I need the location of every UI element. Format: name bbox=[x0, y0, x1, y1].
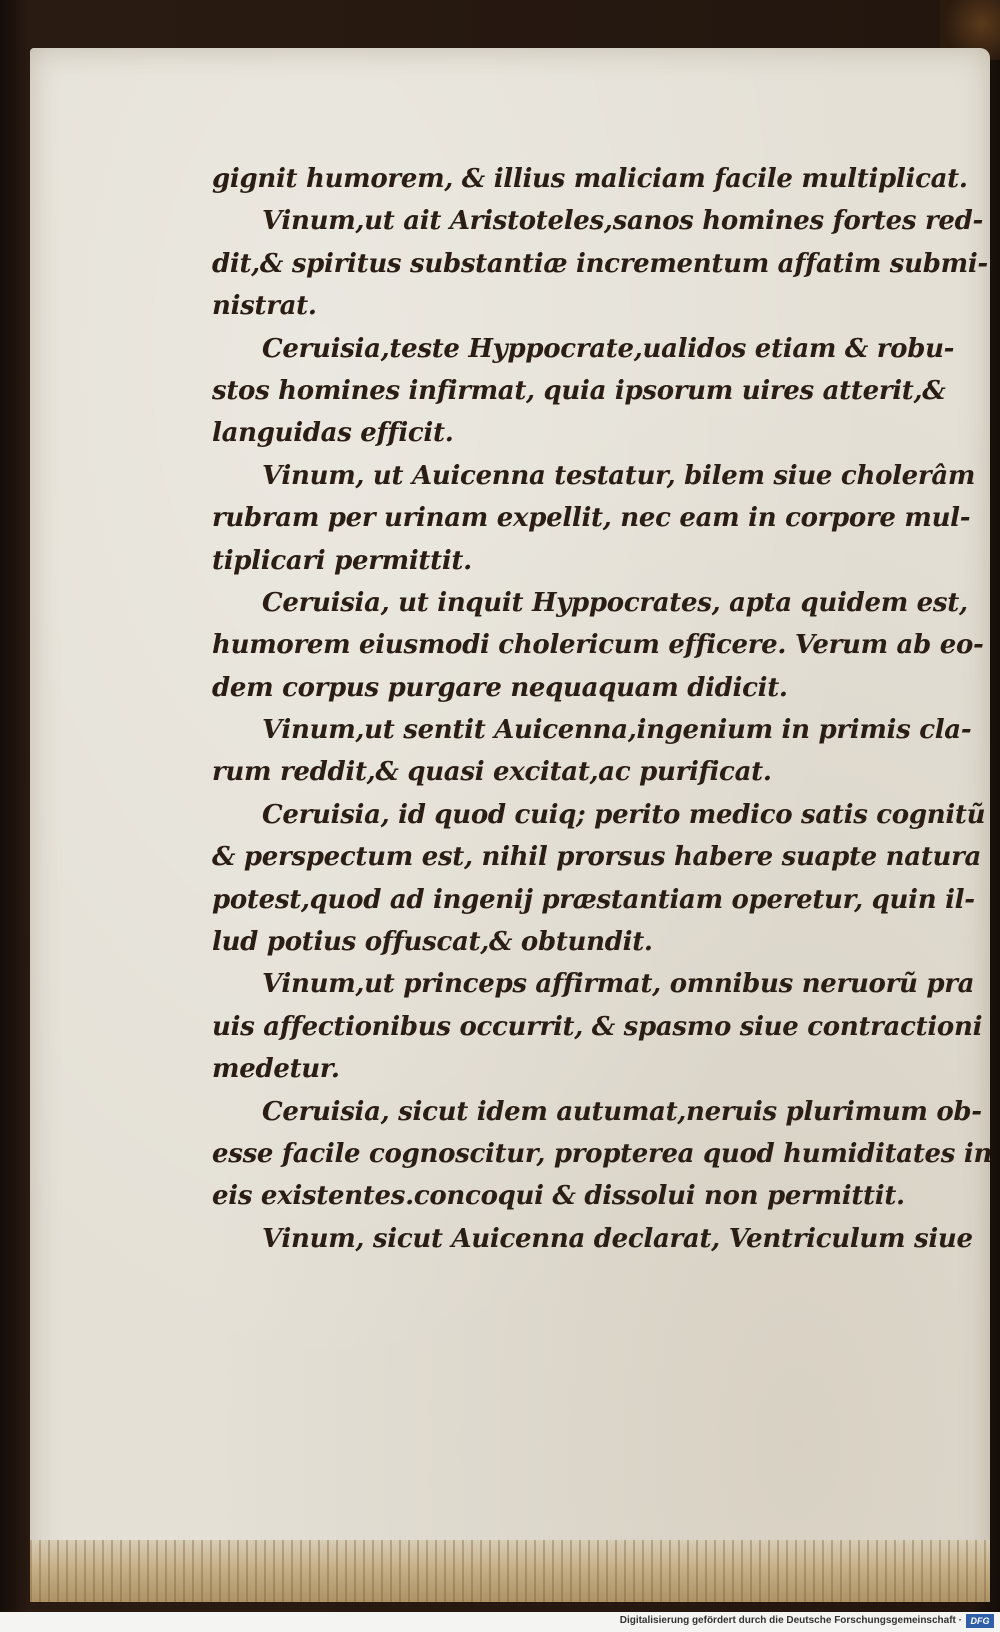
text-line: humorem eiusmodi cholericum efficere. Verum ab eo- bbox=[212, 630, 984, 661]
text-line: Vinum,ut ait Aristoteles,sanos homines fortes red- bbox=[262, 206, 983, 237]
text-line: potest,quod ad ingenij præstantiam operetur, quin il- bbox=[212, 884, 975, 915]
text-line: languidas efficit. bbox=[212, 418, 454, 449]
text-line: stos homines infirmat, quia ipsorum uires atterit,& bbox=[212, 375, 946, 406]
text-line: Ceruisia, ut inquit Hyppocrates, apta quidem est, bbox=[262, 587, 968, 618]
text-line: rubram per urinam expellit, nec eam in corpore mul- bbox=[212, 503, 971, 534]
text-line: esse facile cognoscitur, propterea quod humiditates in bbox=[212, 1138, 993, 1169]
text-line: lud potius offuscat,& obtundit. bbox=[212, 927, 653, 958]
page-edge bbox=[30, 1540, 990, 1602]
text-line: rum reddit,& quasi excitat,ac purificat. bbox=[212, 757, 772, 788]
text-line: uis affectionibus occurrit, & spasmo siue contractioni bbox=[212, 1011, 983, 1042]
text-line: Ceruisia, id quod cuiq; perito medico satis cognitũ bbox=[262, 799, 986, 830]
dfg-logo: DFG bbox=[966, 1614, 994, 1628]
text-line: tiplicari permittit. bbox=[212, 545, 472, 576]
text-line: eis existentes.concoqui & dissolui non permittit. bbox=[212, 1181, 905, 1212]
text-line: nistrat. bbox=[212, 291, 317, 322]
text-line: gignit humorem, & illius maliciam facile multiplicat. bbox=[212, 164, 968, 194]
text-line: dit,& spiritus substantiæ incrementum affatim submi- bbox=[212, 248, 988, 279]
text-line: Vinum,ut princeps affirmat, omnibus neruorũ pra bbox=[262, 969, 975, 1000]
text-line: Vinum, sicut Auicenna declarat, Ventriculum siue bbox=[262, 1223, 973, 1254]
text-line: dem corpus purgare nequaquam didicit. bbox=[212, 672, 788, 703]
text-line: medetur. bbox=[212, 1054, 340, 1085]
footer-credit: Digitalisierung gefördert durch die Deutsche Forschungsgemeinschaft · bbox=[619, 1615, 962, 1626]
text-line: Vinum,ut sentit Auicenna,ingenium in primis cla- bbox=[262, 715, 972, 746]
page-text bbox=[212, 158, 993, 1260]
text-line: Ceruisia,teste Hyppocrate,ualidos etiam & robu- bbox=[262, 333, 955, 364]
text-line: & perspectum est, nihil prorsus habere suapte natura bbox=[212, 842, 982, 873]
text-line: Vinum, ut Auicenna testatur, bilem siue cholerâm bbox=[262, 460, 976, 491]
text-line: Ceruisia, sicut idem autumat,neruis plurimum ob- bbox=[262, 1096, 982, 1127]
